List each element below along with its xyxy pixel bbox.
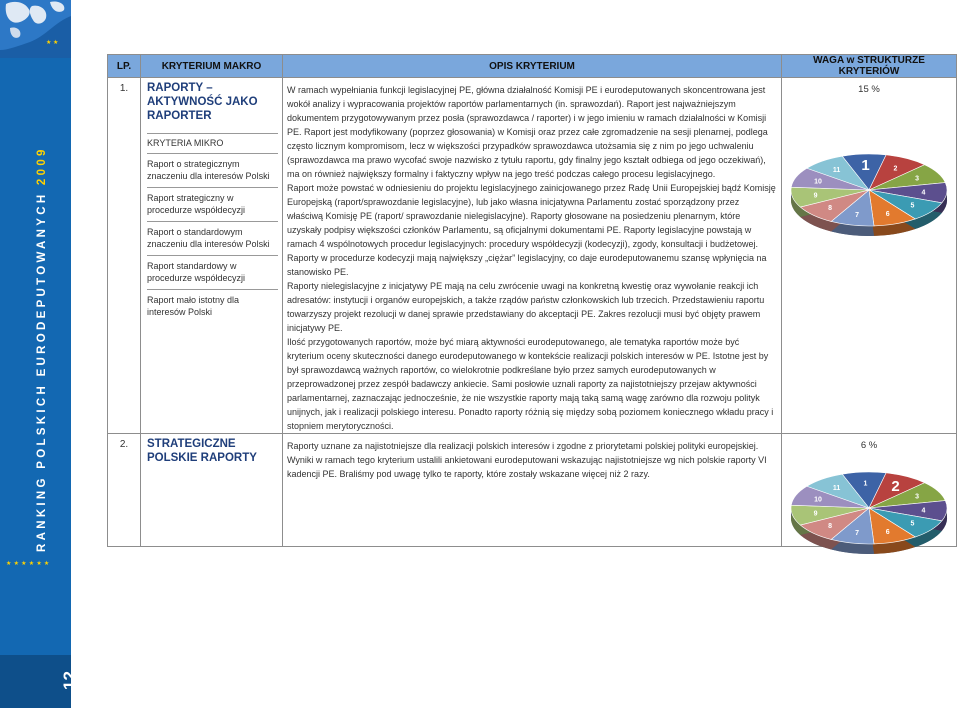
sidebar xyxy=(0,0,79,708)
criterion-cell xyxy=(141,78,283,434)
description-paragraph: Raporty uznane za najistotniejsze dla realizacji polskich interesów i zgodne z priorytetami polskiej polityki europejskiej. Wyniki w ramach tego kryterium ustalili ankietowani eurodeputowani wskazując najistotniejsze wg nich polskie raporty VI kadencji PE. Braliśmy pod uwagę tylko te raporty, które zostały wskazane więcej niż 2 razy. xyxy=(287,441,767,479)
description-paragraph: Raporty nielegislacyjne z inicjatywy PE mają na celu zwrócenie uwagi na konkretną kwestię oraz wywołanie reakcji ich adresatów: instytucji i organów europejskich, a także rządów państw członkowskich lub trzecich. Przedstawieniu raportu towarzyszy projekt rezolucji w danej sprawie przedstawiany do akceptacji PE. Zakres rezolucji musi być objęty prawem inicjatywy PE. xyxy=(287,281,765,333)
header-opis: OPIS KRYTERIUM xyxy=(283,55,782,78)
row-number: 1. xyxy=(108,78,141,434)
row-number: 2. xyxy=(108,434,141,547)
description-paragraph: Ilość przygotowanych raportów, może być miarą aktywności eurodeputowanego, ale tematyka raportów może być kryterium oceny skuteczności danego eurodeputowanego w kontekście realizacji polskich interesów w PE. Istotne jest by był sprawozdawcą ważnych raportów, co wielokrotnie podkreślane było przez samych eurodeputowanych w przeprowadzonej przez zespół badawczy ankiecie. Sami posłowie uznali raporty za najistotniejszy przejaw aktywności parlamentarnej, zaznaczając jednocześnie, że nie wszystkie raporty mają taką samą wagę zarówno dla rozwoju polityk unijnych, jak i realizacji polskiego interesu. Ponadto raporty różnią się między sobą poziomem koniecznego wkładu pracy i stopniem merytoryczności. xyxy=(287,337,774,431)
micro-criteria-label: KRYTERIA MIKRO xyxy=(147,133,278,148)
pie-slice-label: 10 xyxy=(814,496,822,504)
pie-slice-label: 6 xyxy=(885,211,890,219)
micro-criterion: Raport o strategicznym znaczeniu dla interesów Polski xyxy=(147,153,278,182)
pie-slice-label: 10 xyxy=(814,178,822,186)
header-waga: WAGA w STRUKTURZE KRYTERIÓW xyxy=(782,55,957,78)
header-kryterium: KRYTERIUM MAKRO xyxy=(141,55,283,78)
pie-chart-icon xyxy=(786,152,952,238)
description-cell xyxy=(283,434,782,547)
weight-value: 15 % xyxy=(858,84,880,95)
pie-slice-label: 7 xyxy=(855,530,859,538)
pie-slice-label: 1 xyxy=(863,480,868,488)
pie-slice-label: 3 xyxy=(915,493,920,501)
weight-cell xyxy=(782,434,957,547)
pie-slice-label: 5 xyxy=(910,520,915,528)
table-header-row xyxy=(108,55,957,78)
weight-cell xyxy=(782,78,957,434)
pie-slice-label: 2 xyxy=(891,477,900,495)
pie-slice-label: 1 xyxy=(861,156,870,174)
pie-slice-label: 9 xyxy=(813,192,818,200)
pie-slice-label: 5 xyxy=(910,202,915,210)
svg-text:★ ★: ★ ★ xyxy=(46,40,59,46)
micro-criterion: Raport standardowy w procedurze współdecyzji xyxy=(147,255,278,284)
description-paragraph: Raport może powstać w odniesieniu do projektu legislacyjnego zainicjowanego przez Radę Unii Europejskiej bądź Komisję Europejską (raport/sprawozdanie legislacyjne), lub jako własna inicjatywna Parlamentu zostać sporządzony przez właściwą Komisję PE (raport/ sprawozdanie nielegislacyjne). Raporty głosowane na posiedzeniu plenarnym, które uzyskały podpisy większości członków Parlamentu, są oficjalnymi dokumentami PE. Raporty legislacyjne powstają w ramach 4 wspólnotowych procedur legislacyjnych: procedury współdecyzji (kodecyzji), zgody, konsultacji i budżetowej. Raporty w procedurze kodecyzji mają największy „ciężar” legislacyjny, co daje eurodeputowanemu szansę wpłynięcia na stanowisko PE. xyxy=(287,183,776,277)
table-row xyxy=(108,434,957,547)
header-lp: LP. xyxy=(108,55,141,78)
pie-chart-icon xyxy=(786,470,952,556)
sidebar-title-text: RANKING POLSKICH EURODEPUTOWANYCH xyxy=(36,191,48,552)
pie-slice-label: 8 xyxy=(828,205,833,213)
pie-slice-label: 11 xyxy=(832,167,841,175)
globe-map-icon xyxy=(0,0,71,58)
pie-slice-label: 3 xyxy=(915,175,920,183)
sidebar-title xyxy=(36,146,48,552)
criterion-cell xyxy=(141,434,283,547)
table-row xyxy=(108,78,957,434)
pie-slice-label: 11 xyxy=(832,485,841,493)
pie-slice-label: 2 xyxy=(893,165,898,173)
micro-criterion: Raport o standardowym znaczeniu dla interesów Polski xyxy=(147,221,278,250)
pie-slice-label: 7 xyxy=(855,212,859,220)
description-paragraph: W ramach wypełniania funkcji legislacyjnej PE, główna działalność Komisji PE i eurodeputowanych skoncentrowana jest wokół analizy i wypracowania projektów raportów parlamentarnych (in. sprawozdań). Raport jest najważniejszym dokumentem przygotowywanym przez posła (sprawozdawca / raporter) i w jego imieniu w ramach działalności w Komisji PE. Raport jest modyfikowany (poprzez głosowania) w Komisji oraz przez całe zgromadzenie na sesji plenarnej, podlega często licznym kompromisom, lecz w większości przypadków sprawozdawca utożsamia się z nim po jego uchwaleniu (sprawozdawca ma prawo wycofać swoje nazwisko z tytułu raportu, gdy finalny jego kształt odbiega od jego oczekiwań), ma on również największy formalny i faktyczny wpływ na jego treść podczas całego procesu legislacyjnego. xyxy=(287,85,768,179)
pie-slice-label: 4 xyxy=(921,507,926,515)
page-number: 12 xyxy=(60,671,79,690)
criterion-title: RAPORTY – AKTYWNOŚĆ JAKO RAPORTER xyxy=(147,82,258,122)
description-cell xyxy=(283,78,782,434)
weight-value: 6 % xyxy=(860,440,878,451)
micro-criterion: Raport strategiczny w procedurze współdecyzji xyxy=(147,187,278,216)
pie-slice-label: 6 xyxy=(885,529,890,537)
criterion-title: STRATEGICZNE POLSKIE RAPORTY xyxy=(147,438,257,464)
micro-criterion: Raport mało istotny dla interesów Polski xyxy=(147,289,278,318)
pie-slice-label: 8 xyxy=(828,523,833,531)
sidebar-year: 2009 xyxy=(36,146,48,186)
pie-slice-label: 4 xyxy=(921,189,926,197)
pie-slice-label: 9 xyxy=(813,510,818,518)
eu-stars-icon: ★★★★★★ xyxy=(6,561,52,567)
criteria-table xyxy=(107,54,957,547)
